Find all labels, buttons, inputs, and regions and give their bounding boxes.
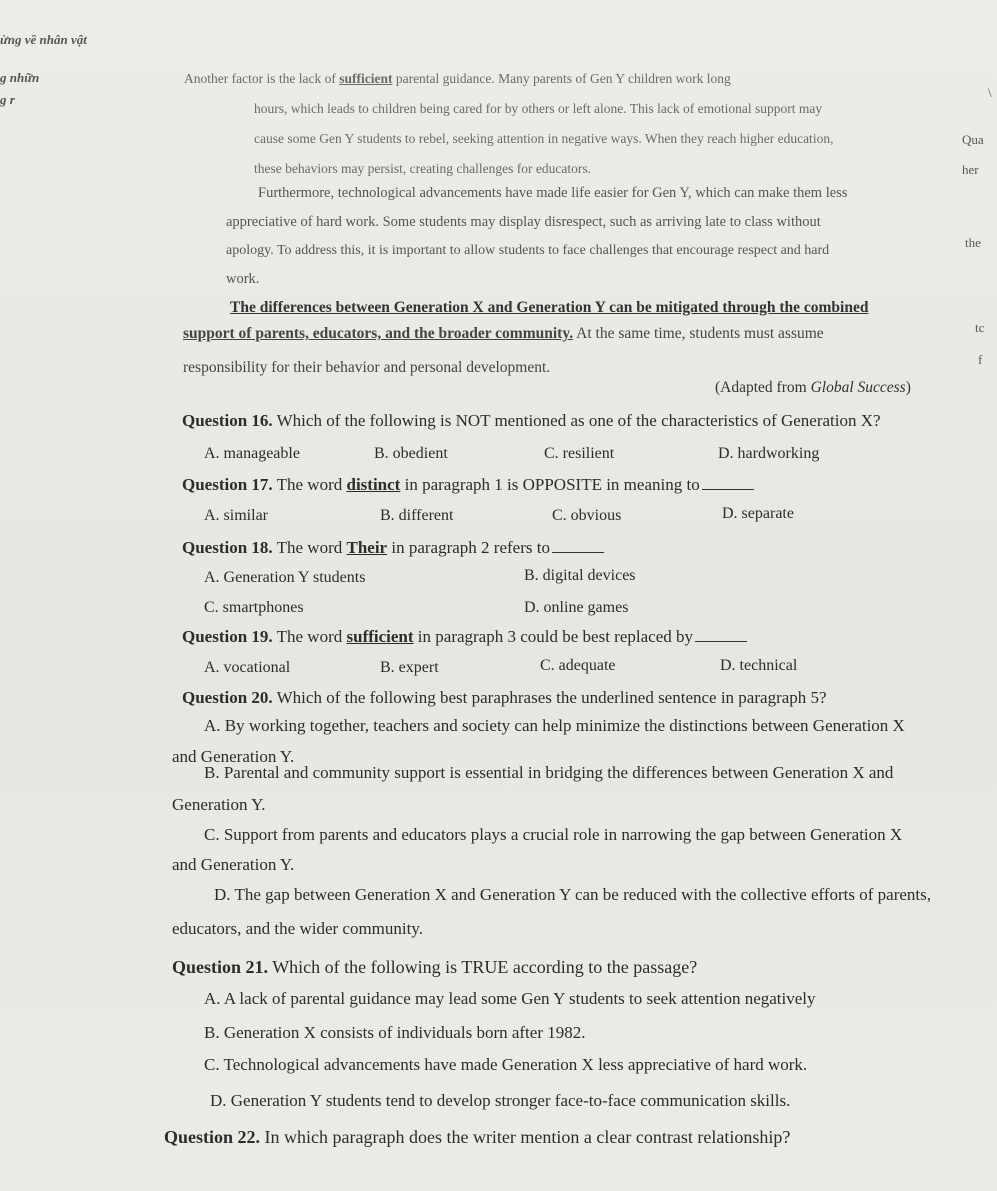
option-18d[interactable]: D. online games: [524, 599, 629, 616]
option-20d-cont: educators, and the wider community.: [172, 919, 423, 938]
question-18: Question 18. The word Their in paragraph 2 refers to: [182, 539, 604, 556]
question-17: Question 17. The word distinct in paragraph 1 is OPPOSITE in meaning to: [182, 476, 754, 493]
option-19b[interactable]: B. expert: [380, 659, 439, 676]
option-16a[interactable]: A. manageable: [204, 445, 300, 462]
option-18a[interactable]: A. Generation Y students: [204, 569, 366, 586]
passage-underlined-sentence: The differences between Generation X and Generation Y can be mitigated through the combined: [230, 299, 869, 316]
option-17b[interactable]: B. different: [380, 507, 454, 524]
question-19: Question 19. The word sufficient in paragraph 3 could be best replaced by: [182, 628, 747, 645]
option-16b[interactable]: B. obedient: [374, 445, 448, 462]
question-22: Question 22. In which paragraph does the writer mention a clear contrast relationship?: [164, 1127, 791, 1147]
option-19c[interactable]: C. adequate: [540, 657, 616, 674]
option-17a[interactable]: A. similar: [204, 507, 268, 524]
option-19d[interactable]: D. technical: [720, 657, 798, 674]
option-16d[interactable]: D. hardworking: [718, 445, 820, 462]
option-21d[interactable]: D. Generation Y students tend to develop stronger face-to-face communication skills.: [210, 1091, 791, 1110]
option-20a[interactable]: A. By working together, teachers and society can help minimize the distinctions between Generation X: [204, 716, 905, 735]
edge-fragment-top-left: ừng về nhân vật: [0, 32, 87, 47]
option-21a[interactable]: A. A lack of parental guidance may lead some Gen Y students to seek attention negatively: [204, 989, 816, 1008]
option-19a[interactable]: A. vocational: [204, 659, 291, 676]
option-18c[interactable]: C. smartphones: [204, 599, 304, 616]
passage-paragraph-4-line: work.: [226, 271, 260, 287]
question-21: Question 21. Which of the following is TRUE according to the passage?: [172, 957, 698, 977]
passage-word-sufficient: sufficient: [339, 71, 393, 86]
option-17c[interactable]: C. obvious: [552, 507, 622, 524]
passage-paragraph-5-line: [183, 326, 824, 342]
source-citation: (Adapted from Global Success): [715, 379, 911, 396]
option-20d[interactable]: D. The gap between Generation X and Generation Y can be reduced with the collective efforts of parents,: [214, 885, 932, 904]
edge-fragment-right: Qua: [962, 132, 984, 147]
passage-text: At the same time, students must assume: [573, 325, 824, 342]
passage-paragraph-4-line: appreciative of hard work. Some students may display disrespect, such as arriving late to class without: [226, 214, 821, 230]
question-16: Question 16. Which of the following is NOT mentioned as one of the characteristics of Generation X?: [182, 411, 881, 430]
passage-paragraph-5-line: responsibility for their behavior and personal development.: [183, 359, 551, 376]
passage-paragraph-4-line: apology. To address this, it is important to allow students to face challenges that encourage respect and hard: [226, 243, 830, 258]
option-17d[interactable]: D. separate: [722, 505, 794, 522]
option-16c[interactable]: C. resilient: [544, 445, 615, 462]
edge-fragment-right: f: [978, 352, 983, 367]
edge-fragment-right: her: [962, 162, 979, 177]
passage-paragraph-3-line: cause some Gen Y students to rebel, seeking attention in negative ways. When they reach higher education,: [254, 131, 834, 146]
passage-paragraph-4-line: Furthermore, technological advancements have made life easier for Gen Y, which can make them less: [258, 185, 848, 201]
passage-paragraph-3-line: these behaviors may persist, creating challenges for educators.: [254, 161, 591, 176]
option-20c-cont: and Generation Y.: [172, 855, 295, 874]
question-20: Question 20. Which of the following best paraphrases the underlined sentence in paragraph 5?: [182, 688, 827, 707]
passage-paragraph-3-line: Another factor is the lack of sufficient parental guidance. Many parents of Gen Y children work long: [184, 71, 731, 86]
option-18b[interactable]: B. digital devices: [524, 567, 636, 584]
passage-underlined-sentence-end: support of parents, educators, and the broader community.: [183, 325, 574, 342]
edge-fragment-left: g r: [0, 92, 15, 107]
edge-fragment-left: g nhữn: [0, 70, 40, 85]
option-20a-cont: and Generation Y.: [172, 747, 295, 766]
edge-fragment-right: \: [988, 85, 992, 100]
option-21b[interactable]: B. Generation X consists of individuals born after 1982.: [204, 1023, 586, 1042]
edge-fragment-right: the: [965, 235, 981, 250]
option-21c[interactable]: C. Technological advancements have made Generation X less appreciative of hard work.: [204, 1055, 808, 1074]
option-20b-cont: Generation Y.: [172, 795, 266, 814]
option-20c[interactable]: C. Support from parents and educators plays a crucial role in narrowing the gap between Generation X: [204, 825, 903, 844]
edge-fragment-right: tc: [975, 320, 985, 335]
option-20b[interactable]: B. Parental and community support is essential in bridging the differences between Generation X and: [204, 763, 894, 782]
passage-paragraph-3-line: hours, which leads to children being cared for by others or left alone. This lack of emotional support may: [254, 101, 823, 116]
